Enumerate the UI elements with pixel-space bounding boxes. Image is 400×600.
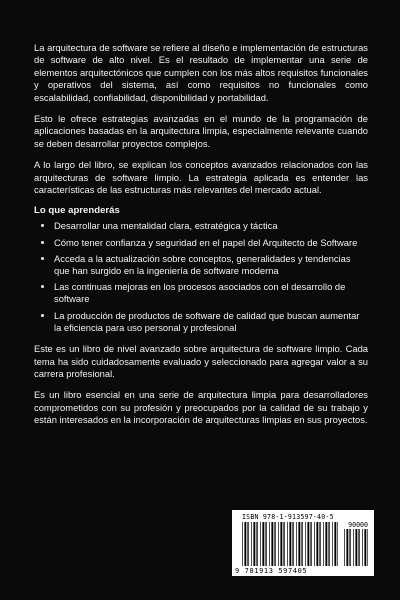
price-code-label: 90000: [348, 521, 368, 529]
outro-paragraph-2: Es un libro esencial en una serie de arquitectura limpia para desarrolladores comprometidos con su profesión y preocupados por la calidad de su trabajo y están interesados en la incorporación de arquitecturas limpias en sus proyectos.: [34, 389, 368, 426]
back-cover-text: [34, 42, 368, 436]
learn-list: [34, 220, 368, 334]
learn-item-2: • Cómo tener confianza y seguridad en el papel del Arquitecto de Software: [54, 237, 368, 249]
learn-heading: Lo que aprenderás: [34, 205, 120, 217]
learn-item-4: • Las continuas mejoras en los procesos asociados con el desarrollo de software: [54, 281, 368, 305]
intro-paragraph-2: Esto le ofrece estrategias avanzadas en el mundo de la programación de aplicaciones basadas en la arquitectura limpia, especialmente relevante cuando se deben desarrollar proyectos complejos.: [34, 113, 368, 149]
addon-barcode-bars: [344, 529, 368, 566]
intro-paragraph-3: A lo largo del libro, se explican los conceptos avanzados relacionados con las arquitecturas de software limpio. La estrategia aplicada es entender las características de las estructuras más relevantes del mercado actual.: [34, 159, 368, 196]
learn-item-5: • La producción de productos de software de calidad que buscan aumentar la eficiencia para uso personal y profesional: [54, 310, 368, 334]
isbn-barcode: [232, 510, 374, 576]
learn-item-3: • Acceda a la actualización sobre conceptos, generalidades y tendencias que han surgido en la ingeniería de software moderna: [54, 253, 368, 277]
ean-barcode-bars: [242, 522, 338, 566]
ean-number: 9 781913 597405: [235, 567, 308, 575]
learn-item-1: • Desarrollar una mentalidad clara, estratégica y táctica: [54, 220, 368, 232]
intro-paragraph-1: La arquitectura de software se refiere al diseño e implementación de estructuras de software de alto nivel. Es el resultado de implementar una serie de elementos arquitectónicos que cumplen con los más altos requisitos funcionales y operativos del sistema, así como requisitos no funcionales como escalabilidad, confiabilidad, disponibilidad y portabilidad.: [34, 42, 368, 103]
isbn-label: ISBN 978-1-913597-40-5: [242, 513, 334, 521]
outro-paragraph-1: Este es un libro de nivel avanzado sobre arquitectura de software limpio. Cada tema ha sido cuidadosamente evaluado y seleccionado para agregar valor a su carrera profesional.: [34, 343, 368, 379]
